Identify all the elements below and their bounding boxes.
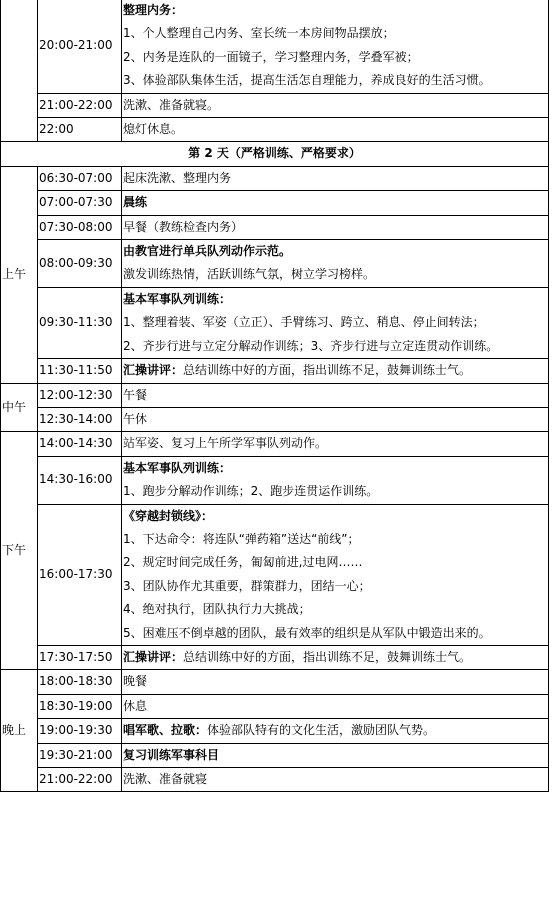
content-bold: 汇操讲评： [123, 649, 184, 664]
content-line: 4、绝对执行，团队执行力大挑战； [123, 602, 311, 617]
content-cell [122, 240, 549, 288]
content-cell [122, 456, 549, 504]
content-bold: 汇操讲评： [123, 363, 184, 378]
period-cell-noon: 中午 [1, 383, 38, 432]
time-cell: 16:00-17:30 [38, 504, 122, 645]
content-bold: 唱军歌、拉歌： [123, 723, 208, 738]
content-title: 基本军事队列训练： [123, 460, 232, 475]
time-cell: 19:00-19:30 [38, 719, 122, 743]
content-line: 3、体验部队集体生活，提高生活怎自理能力，养成良好的生活习惯。 [123, 73, 491, 88]
content-cell: 早餐（教练检查内务） [122, 215, 549, 239]
table-row [1, 287, 549, 358]
table-row [1, 93, 549, 117]
content-line: 2、齐步行进与立定分解动作训练；3、齐步行进与立定连贯动作训练。 [123, 338, 499, 353]
content-line: 1、整理着装、军姿（立正）、手臂练习、跨立、稍息、停止间转法； [123, 315, 485, 330]
time-cell: 06:30-07:00 [38, 166, 122, 190]
table-row [1, 456, 549, 504]
time-cell: 21:00-22:00 [38, 768, 122, 792]
content-cell: 午休 [122, 407, 549, 431]
content-cell: 站军姿、复习上午所学军事队列动作。 [122, 432, 549, 456]
period-cell-morning: 上午 [1, 166, 38, 383]
period-cell [1, 0, 38, 142]
table-row [1, 504, 549, 645]
content-cell [122, 287, 549, 358]
time-cell: 09:30-11:30 [38, 287, 122, 358]
content-cell: 午餐 [122, 383, 549, 407]
time-cell: 21:00-22:00 [38, 93, 122, 117]
content-line: 1、个人整理自己内务、室长统一本房间物品摆放； [123, 26, 395, 41]
table-row [1, 359, 549, 383]
time-cell: 22:00 [38, 118, 122, 142]
time-cell: 11:30-11:50 [38, 359, 122, 383]
time-cell: 19:30-21:00 [38, 743, 122, 767]
content-title: 由教官进行单兵队列动作示范。 [123, 244, 292, 259]
table-row [1, 240, 549, 288]
content-line: 2、内务是连队的一面镜子，学习整理内务，学叠军被； [123, 49, 419, 64]
content-cell: 熄灯休息。 [122, 118, 549, 142]
day-heading-row [1, 142, 549, 166]
content-cell: 晚餐 [122, 670, 549, 694]
table-row [1, 383, 549, 407]
content-title: 整理内务： [123, 3, 184, 17]
content-cell [122, 504, 549, 645]
content-text: 总结训练中好的方面，指出训练不足，鼓舞训练士气。 [183, 649, 472, 664]
table-row [1, 694, 549, 718]
table-row [1, 768, 549, 792]
content-cell: 洗漱、准备就寝 [122, 768, 549, 792]
table-row [1, 166, 549, 190]
time-cell: 18:00-18:30 [38, 670, 122, 694]
time-cell: 08:00-09:30 [38, 240, 122, 288]
content-cell: 复习训练军事科目 [122, 743, 549, 767]
content-cell: 晨练 [122, 191, 549, 215]
content-line: 5、困难压不倒卓越的团队，最有效率的组织是从军队中锻造出来的。 [123, 625, 491, 640]
content-title: 《穿越封锁线》： [123, 508, 214, 523]
content-line: 激发训练热情，活跃训练气氛，树立学习榜样。 [123, 267, 376, 282]
content-cell [122, 719, 549, 743]
content-cell [122, 0, 549, 93]
content-line: 3、团队协作尤其重要，群策群力，团结一心； [123, 578, 371, 593]
time-cell: 07:00-07:30 [38, 191, 122, 215]
period-cell-afternoon: 下午 [1, 432, 38, 670]
table-row [1, 407, 549, 431]
time-cell: 18:30-19:00 [38, 694, 122, 718]
content-cell [122, 645, 549, 669]
table-row [1, 645, 549, 669]
time-cell: 14:00-14:30 [38, 432, 122, 456]
day-heading: 第 2 天（严格训练、严格要求） [1, 142, 549, 166]
time-cell: 12:30-14:00 [38, 407, 122, 431]
content-text: 总结训练中好的方面，指出训练不足，鼓舞训练士气。 [183, 363, 472, 378]
table-row [1, 743, 549, 767]
content-text: 体验部队特有的文化生活，激励团队气势。 [207, 723, 436, 738]
table-row [1, 670, 549, 694]
content-cell: 起床洗漱、整理内务 [122, 166, 549, 190]
table-row [1, 432, 549, 456]
period-cell-evening: 晚上 [1, 670, 38, 792]
content-cell: 洗漱、准备就寝。 [122, 93, 549, 117]
content-cell: 休息 [122, 694, 549, 718]
time-cell: 17:30-17:50 [38, 645, 122, 669]
table-row [1, 118, 549, 142]
time-cell: 14:30-16:00 [38, 456, 122, 504]
time-cell: 12:00-12:30 [38, 383, 122, 407]
table-row [1, 0, 549, 93]
content-cell [122, 359, 549, 383]
content-line: 1、下达命令：将连队“弹药箱”送达“前线”； [123, 531, 360, 546]
content-title: 基本军事队列训练： [123, 291, 232, 306]
table-row [1, 191, 549, 215]
content-line: 1、跑步分解动作训练；2、跑步连贯运作训练。 [123, 484, 379, 499]
time-cell: 07:30-08:00 [38, 215, 122, 239]
table-row [1, 719, 549, 743]
content-line: 2、规定时间完成任务，匍匐前进,过电网…… [123, 555, 363, 570]
time-cell: 20:00-21:00 [38, 0, 122, 93]
table-row [1, 215, 549, 239]
